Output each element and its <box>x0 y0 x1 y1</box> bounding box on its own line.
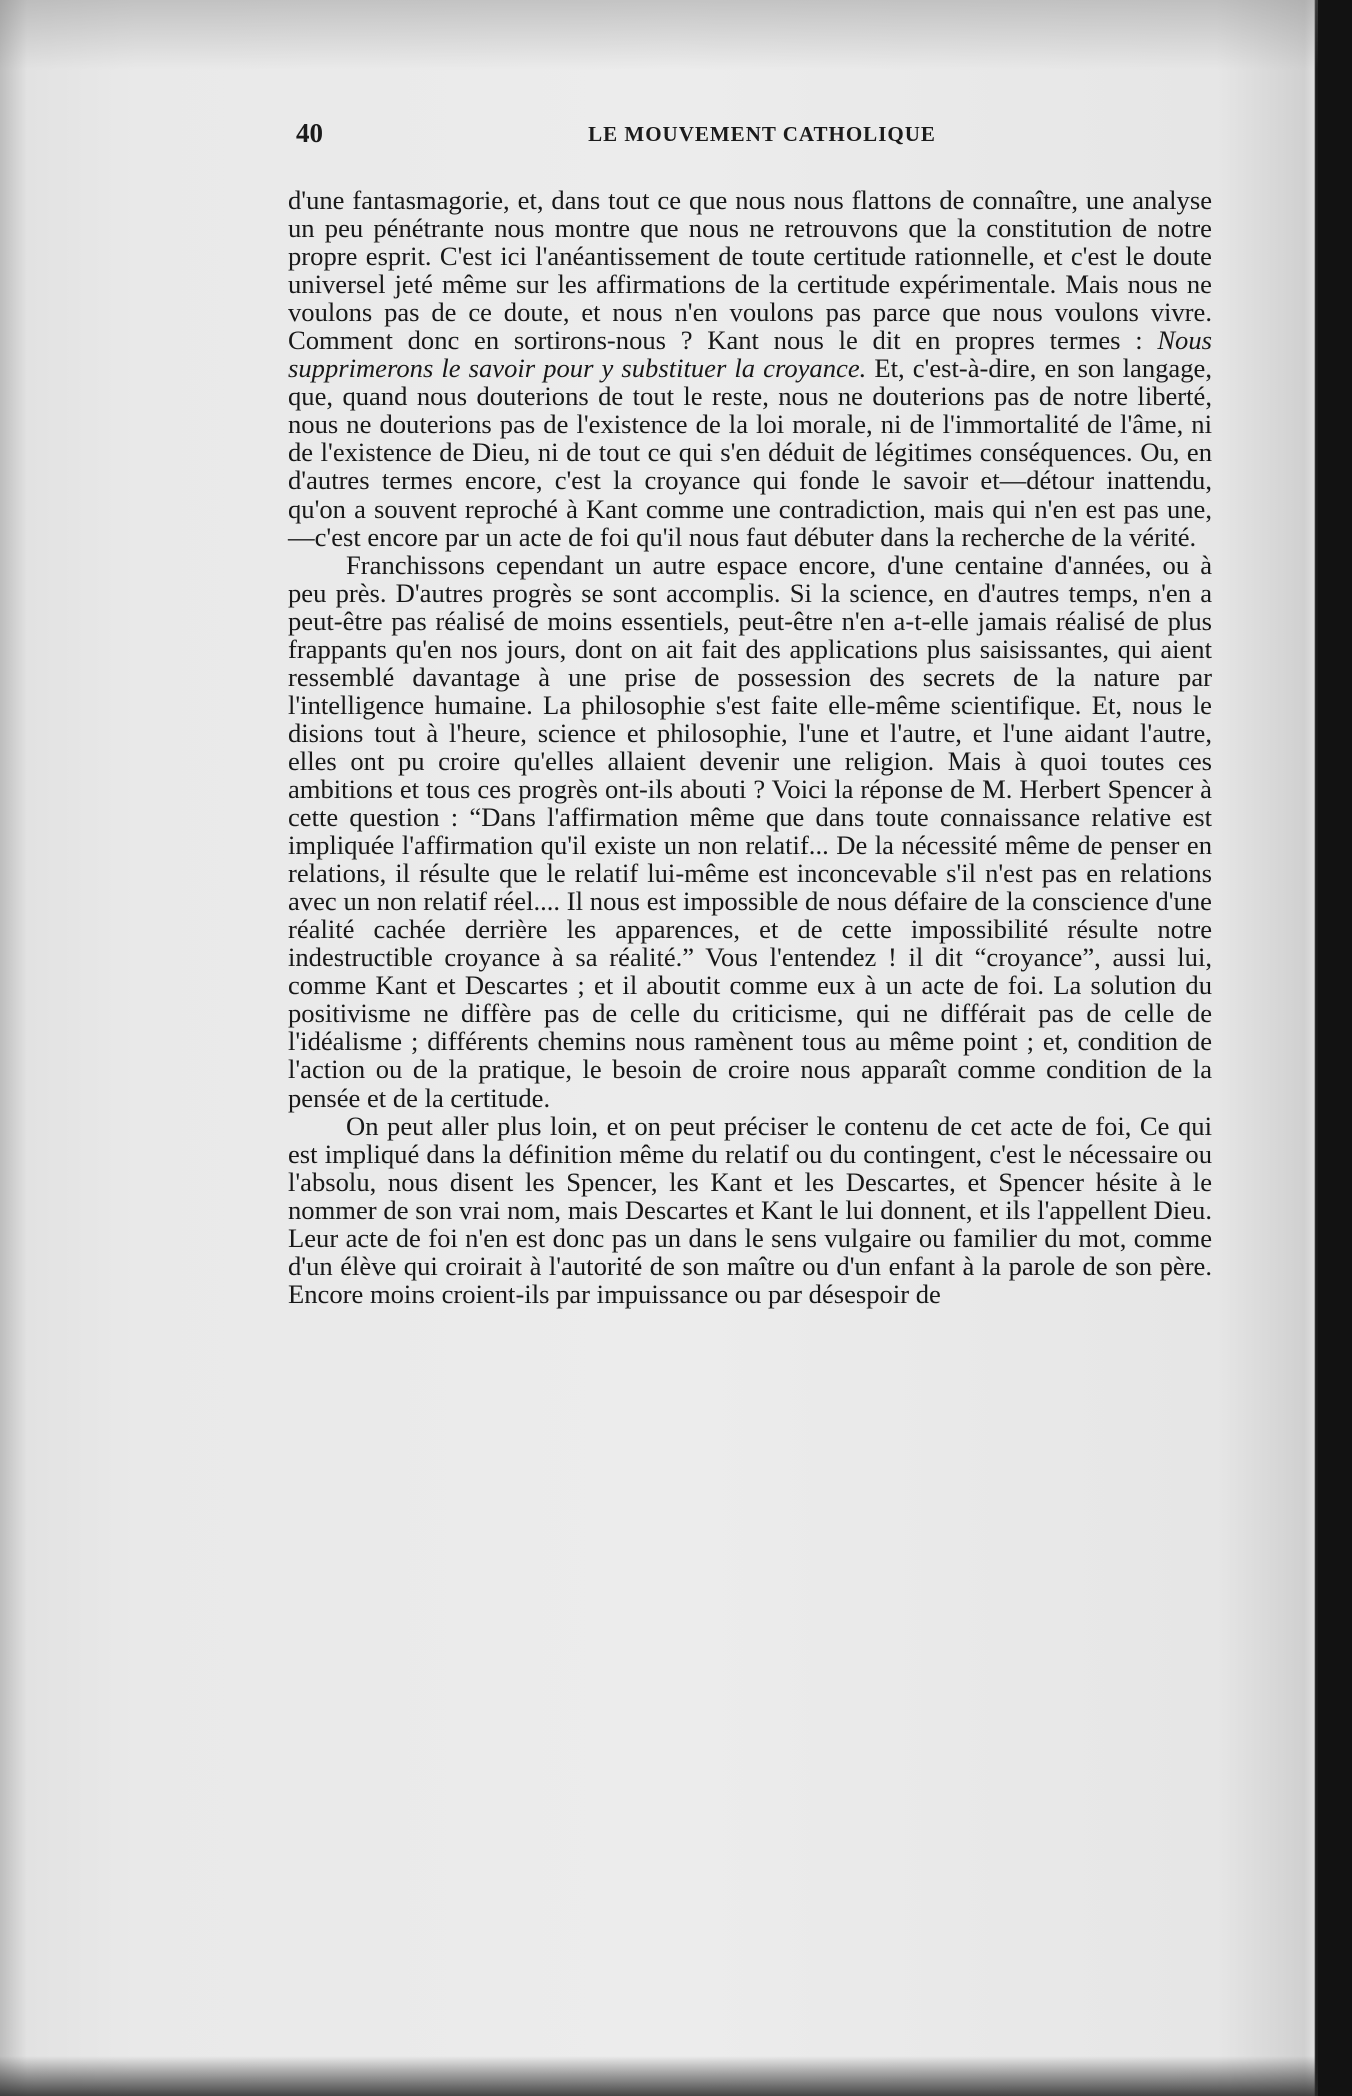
paragraph-1-text-a: d'une fantasmagorie, et, dans tout ce que nous nous flattons de connaître, une analyse un peu pénétrante nous montre que nous ne retrouvons que la constitution de notre propre esprit. C'est ici l'anéantissement de toute certitude rationnelle, et c'est le doute universel jeté même sur les affirmations de la certitude expérimentale. Mais nous ne voulons pas de ce doute, et nous n'en voulons pas parce que nous voulons vivre. Comment donc en sortirons-nous ? Kant nous le dit en propres termes : <box>288 185 1212 356</box>
paragraph-3: On peut aller plus loin, et on peut préciser le contenu de cet acte de foi, Ce qui est impliqué dans la définition même du relatif ou du contingent, c'est le nécessaire ou l'absolu, nous disent les Spencer, les Kant et les Descartes, et Spencer hésite à le nommer de son vrai nom, mais Descartes et Kant le lui donnent, et ils l'appellent Dieu. Leur acte de foi n'en est donc pas un dans le sens vulgaire ou familier du mot, comme d'un élève qui croirait à l'autorité de son maître ou d'un enfant à la parole de son père. Encore moins croient-ils par impuissance ou par désespoir de <box>288 1110 1212 1309</box>
scan-right-edge <box>1318 0 1352 2096</box>
body-text <box>288 186 1212 1308</box>
paragraph-1 <box>288 186 1212 551</box>
page-header <box>286 118 1198 154</box>
paragraph-2: Franchissons cependant un autre espace encore, d'une centaine d'années, ou à peu près. D'autres progrès se sont accomplis. Si la science, en d'autres temps, n'en a peut-être pas réalisé de moins essentiels, peut-être n'en a-t-elle jamais réalisé de plus frappants qu'en nos jours, dont on ait fait des applications plus saisissantes, qui aient ressemblé davantage à une prise de possession des secrets de la nature par l'intelligence humaine. La philosophie s'est faite elle-même scientifique. Et, nous le disions tout à l'heure, science et philosophie, l'une et l'autre, et l'une aidant l'autre, elles ont pu croire qu'elles allaient devenir une religion. Mais à quoi toutes ces ambitions et tous ces progrès ont-ils abouti ? Voici la réponse de M. Herbert Spencer à cette question : “Dans l'affirmation même que dans toute connaissance relative est impliquée l'affirmation qu'il existe un non relatif... De la nécessité même de penser en relations, il résulte que le relatif lui-même est inconcevable s'il n'est pas en relations avec un non relatif réel.... Il nous est impossible de nous défaire de la conscience d'une réalité cachée derrière les apparences, et de cette impossibilité résulte notre indestructible croyance à sa réalité.” Vous l'entendez ! il dit “croyance”, aussi lui, comme Kant et Descartes ; et il aboutit comme eux à un acte de foi. La solution du positivisme ne diffère pas de celle du criticisme, qui ne différait pas de celle de l'idéalisme ; différents chemins nous ramènent tous au même point ; et, condition de l'action ou de la pratique, le besoin de croire nous apparaît comme condition de la pensée et de la certitude. <box>288 549 1212 1113</box>
paragraph-1-kant-quote: Nous supprimerons le savoir pour y substituer la croyance. <box>288 325 1212 384</box>
scan-bottom-shadow <box>0 2056 1352 2096</box>
page-number: 40 <box>296 118 323 148</box>
paragraph-1-text-b: Et, c'est-à-dire, en son langage, que, quand nous douterions de tout le reste, nous ne douterions pas de notre liberté, nous ne douterions pas de l'existence de la loi morale, ni de l'immortalité de l'âme, ni de l'existence de Dieu, ni de tout ce qui s'en déduit de légitimes conséquences. Ou, en d'autres termes encore, c'est la croyance qui fonde le savoir et—détour inattendu, qu'on a souvent reproché à Kant comme une contradiction, mais qui n'en est pas une,—c'est encore par un acte de foi qu'il nous faut débuter dans la recherche de la vérité. <box>288 353 1212 552</box>
scan-top-shadow <box>0 0 1352 70</box>
running-head: LE MOUVEMENT CATHOLIQUE <box>588 122 936 146</box>
